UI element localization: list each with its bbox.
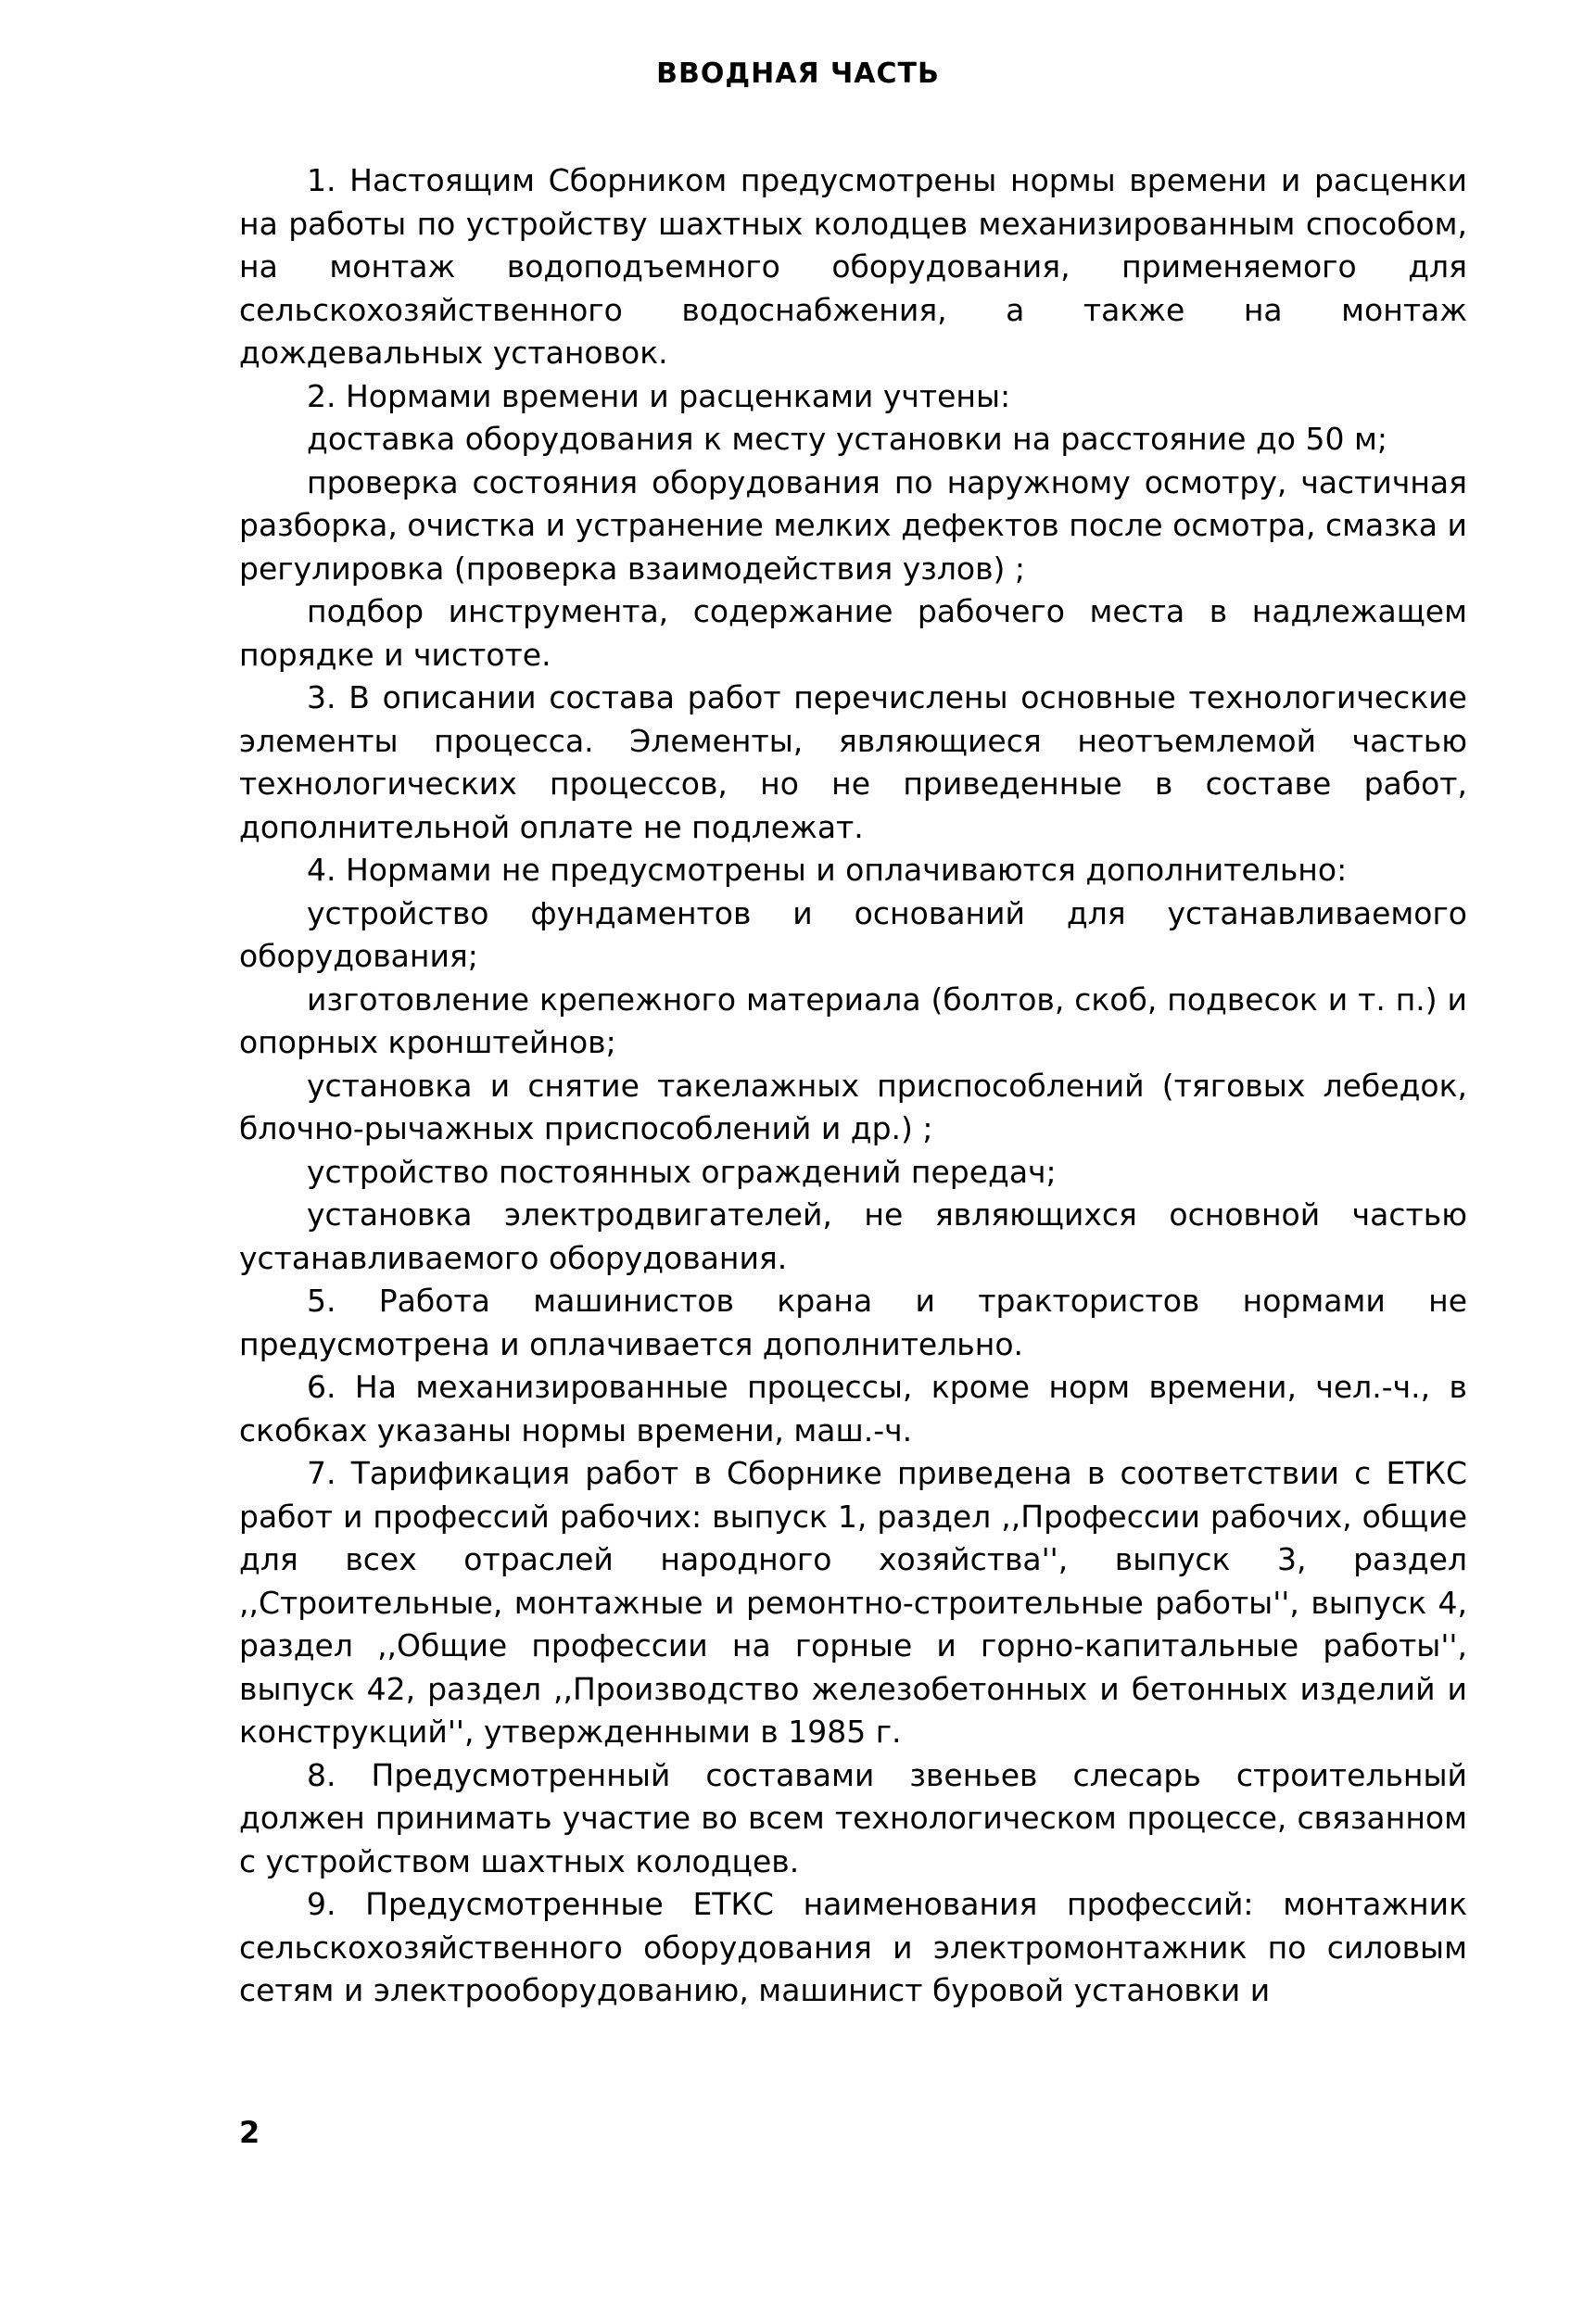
paragraph-7: 7. Тарификация работ в Сборнике приведена в соответствии с ЕТКС работ и профессий рабочих: выпуск 1, раздел ,,Профессии рабочих, общие для всех отраслей народного хозяйства'', выпуск 3, раздел ,,Строительные, монтажные и ремонтно-строительные работы'', выпуск 4, раздел ,,Общие профессии на горные и горно-капитальные работы'', выпуск 42, раздел ,,Производство железобетонных и бетонных изделий и конструкций'', утвержденными в 1985 г. bbox=[239, 1455, 1467, 1750]
paragraph-2: 2. Нормами времени и расценками учтены: bbox=[307, 377, 1011, 414]
section-title: ВВОДНАЯ ЧАСТЬ bbox=[656, 57, 940, 90]
paragraph-3: 3. В описании состава работ перечислены основные технологические элементы процесса. Элементы, являющиеся неотъемлемой частью технологических процессов, но не приведенные в составе работ, дополнительной оплате не подлежат. bbox=[239, 679, 1467, 845]
paragraph-8: 8. Предусмотренный составами звеньев слесарь строительный должен принимать участие во всем технологическом процессе, связанном с устройством шахтных колодцев. bbox=[239, 1756, 1467, 1879]
paragraph-4-item-2: изготовление крепежного материала (болтов, скоб, подвесок и т. п.) и опорных кронштейнов; bbox=[239, 980, 1467, 1060]
paragraph-4-item-4: устройство постоянных ограждений передач; bbox=[307, 1153, 1057, 1190]
page-number: 2 bbox=[239, 2115, 260, 2150]
paragraph-2-item-2: проверка состояния оборудования по наружному осмотру, частичная разборка, очистка и устранение мелких дефектов после осмотра, смазка и регулировка (проверка взаимодействия узлов) ; bbox=[239, 463, 1467, 587]
paragraph-4-item-3: установка и снятие такелажных приспособлений (тяговых лебедок, блочно-рычажных приспособлений и др.) ; bbox=[239, 1067, 1467, 1146]
paragraph-2-item-1: доставка оборудования к месту установки на расстояние до 50 м; bbox=[307, 421, 1387, 457]
paragraph-4-item-5: установка электродвигателей, не являющихся основной частью устанавливаемого оборудования. bbox=[239, 1196, 1467, 1276]
paragraph-1: 1. Настоящим Сборником предусмотрены нормы времени и расценки на работы по устройству шахтных колодцев механизированным способом, на монтаж водоподъемного оборудования, применяемого для сельскохозяйственного водоснабжения, а также на монтаж дождевальных установок. bbox=[239, 162, 1467, 371]
paragraph-9: 9. Предусмотренные ЕТКС наименования профессий: монтажник сельскохозяйственного оборудования и электромонтажник по силовым сетям и электрооборудованию, машинист буровой установки и bbox=[239, 1886, 1467, 2008]
paragraph-6: 6. На механизированные процессы, кроме норм времени, чел.-ч., в скобках указаны нормы времени, маш.-ч. bbox=[239, 1369, 1467, 1448]
paragraph-4: 4. Нормами не предусмотрены и оплачиваются дополнительно: bbox=[307, 852, 1348, 888]
paragraph-2-item-3: подбор инструмента, содержание рабочего места в надлежащем порядке и чистоте. bbox=[239, 593, 1467, 673]
paragraph-4-item-1: устройство фундаментов и оснований для устанавливаемого оборудования; bbox=[239, 894, 1467, 974]
body-text bbox=[239, 159, 1467, 2013]
paragraph-5: 5. Работа машинистов крана и трактористов нормами не предусмотрена и оплачивается дополнительно. bbox=[239, 1283, 1467, 1362]
